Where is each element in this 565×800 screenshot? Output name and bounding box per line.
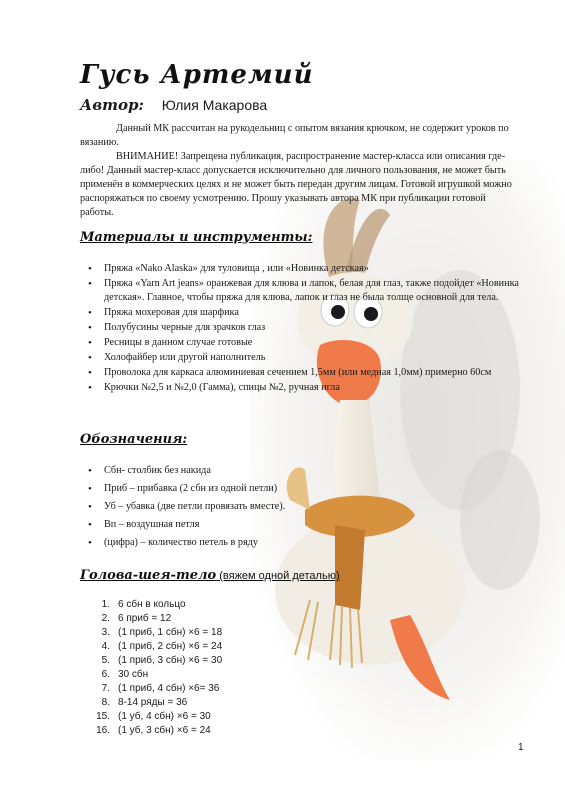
list-item: • Уб – убавка (две петли провязать вместе). [104, 500, 404, 514]
body-section-heading [80, 568, 340, 583]
body-section-suffix: (вяжем одной деталью) [216, 570, 340, 582]
row-text: (1 приб, 3 сбн) ×6 = 30 [118, 655, 223, 666]
row-text: 6 приб = 12 [118, 613, 172, 624]
row-item [90, 710, 222, 724]
list-item: • Холофайбер или другой наполнитель [104, 351, 544, 365]
intro-text [80, 122, 520, 220]
list-item: • Ресницы в данном случае готовые [104, 336, 544, 350]
list-item: • Вп – воздушная петля [104, 518, 404, 532]
row-text: 8-14 ряды = 36 [118, 697, 188, 708]
list-item: • (цифра) – количество петель в ряду [104, 536, 404, 550]
row-text: 30 сбн [118, 669, 149, 680]
intro-paragraph: Данный МК рассчитан на рукодельниц с опытом вязания крючком, не содержит уроков по вязанию. [80, 123, 509, 148]
page-number: 1 [518, 742, 524, 753]
row-number: 15. [96, 711, 110, 722]
row-number: 16. [96, 725, 110, 736]
row-text: (1 приб, 4 сбн) ×6= 36 [118, 683, 220, 694]
legend-list [80, 464, 404, 554]
list-item: • Проволока для каркаса алюминиевая сечением 1,5мм (или медная 1,0мм) примерно 60см [104, 366, 544, 380]
body-section-title: Голова-шея-тело [80, 568, 217, 583]
row-item [90, 724, 222, 738]
row-text: (1 уб, 3 сбн) ×6 = 24 [118, 725, 211, 736]
row-item [90, 626, 222, 640]
row-item [90, 682, 222, 696]
goose-photo [250, 160, 565, 760]
row-item [90, 598, 222, 612]
row-number: 1. [101, 599, 110, 610]
row-number: 3. [101, 627, 110, 638]
row-text: (1 уб, 4 сбн) ×6 = 30 [118, 711, 211, 722]
author-name: Юлия Макарова [161, 97, 268, 113]
row-number: 8. [101, 697, 110, 708]
materials-heading: Материалы и инструменты: [80, 230, 313, 245]
row-text: (1 приб, 1 сбн) ×6 = 18 [118, 627, 223, 638]
row-number: 4. [101, 641, 110, 652]
body-rows-list [90, 598, 222, 738]
list-item: • Пряжа «Nako Alaska» для туловища , или «Новинка детская» [104, 262, 544, 276]
list-item: • Приб – прибавка (2 сбн из одной петли) [104, 482, 404, 496]
row-item [90, 668, 222, 682]
row-number: 6. [101, 669, 110, 680]
list-item: • Полубусины черные для зрачков глаз [104, 321, 544, 335]
list-item: • Сбн- столбик без накида [104, 464, 404, 478]
row-text: (1 приб, 2 сбн) ×6 = 24 [118, 641, 223, 652]
legend-heading: Обозначения: [80, 432, 188, 447]
author-label: Автор: [80, 96, 144, 114]
row-item [90, 612, 222, 626]
materials-list [80, 262, 544, 396]
document-title: Гусь Артемий [80, 60, 314, 90]
list-item: • Крючки №2,5 и №2,0 (Гамма), спицы №2, ручная игла [104, 381, 544, 395]
row-number: 2. [101, 613, 110, 624]
row-text: 6 сбн в кольцо [118, 599, 186, 610]
row-item [90, 640, 222, 654]
row-item [90, 696, 222, 710]
author-line [80, 96, 267, 115]
warning-paragraph: ВНИМАНИЕ! Запрещена публикация, распространение мастер-класса или описания где-либо! Данный мастер-класс допускается исключительно для личного пользования, не может быть применён в коммерческих целях и не может быть передан другим лицам. Готовой игрушкой можно распоряжаться по своему усмотрению. Прошу указывать автора МК при публикации готовой работы. [80, 151, 512, 218]
row-number: 7. [101, 683, 110, 694]
row-number: 5. [101, 655, 110, 666]
list-item: • Пряжа мохеровая для шарфика [104, 306, 544, 320]
list-item: • Пряжа «Yarn Art jeans» оранжевая для клюва и лапок, белая для глаз, также подойдет «Новинка детская». Главное, чтобы пряжа для клюва, лапок и глаз не была толще основной для тела. [104, 277, 544, 305]
row-item [90, 654, 222, 668]
